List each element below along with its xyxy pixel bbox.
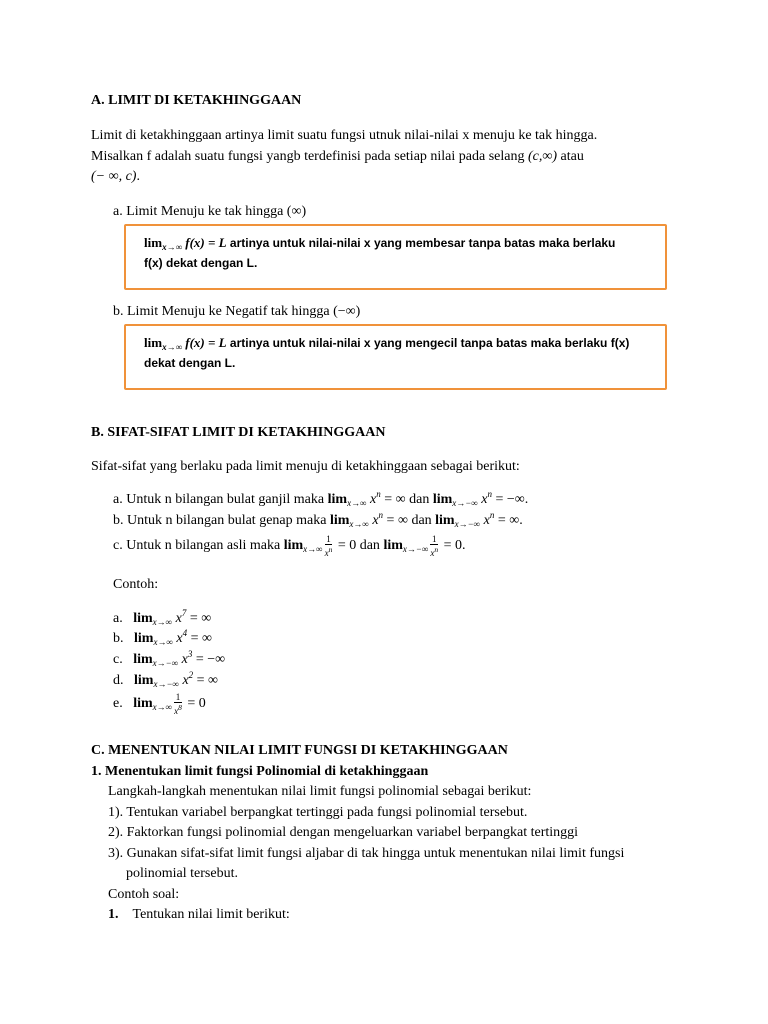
item-b-label: b. Limit Menuju ke Negatif tak hingga (−∞) — [113, 304, 361, 319]
section-b-intro: Sifat-sifat yang berlaku pada limit menuju di ketakhinggaan sebagai berikut: — [91, 459, 520, 474]
example-a: a. $\lim_{x\to\infty} x^7$ = ∞ — [113, 608, 212, 627]
example-d: d. $\lim_{x\to-\infty} x^2$ = ∞ — [113, 670, 219, 689]
section-a-heading: A. LIMIT DI KETAKHINGGAAN — [91, 93, 302, 108]
contoh-label: Contoh: — [113, 577, 159, 592]
section-a-para1: Limit di ketakhinggaan artinya limit suatu fungsi utnuk nilai-nilai x menuju ke tak hingga. — [91, 128, 598, 143]
property-c: c. Untuk n bilangan asli maka $\lim_{x\to\infty}$ $\frac{1}{x^n}$ = 0 dan $\lim_{x\to-\infty}$ $\frac{1}{x^n}$ = 0. — [113, 534, 466, 558]
section-b-heading: B. SIFAT-SIFAT LIMIT DI KETAKHINGGAAN — [91, 425, 386, 440]
example-b: b. $\lim_{x\to\infty} x^4$ = ∞ — [113, 628, 212, 647]
step-3-continued: polinomial tersebut. — [126, 866, 238, 881]
section-a-para3: (− ∞, c). — [91, 169, 140, 184]
box2-line2: dekat dengan L. — [144, 356, 236, 370]
step-1: 1). Tentukan variabel berpangkat tertinggi pada fungsi polinomial tersebut. — [108, 805, 528, 820]
box1-line2: f(x) dekat dengan L. — [144, 256, 258, 270]
property-a: a. Untuk n bilangan bulat ganjil maka $\lim_{x\to\infty} x^n$ = ∞ dan $\lim_{x\to-\infty} x^n$ = −∞. — [113, 489, 529, 508]
definition-box-negative — [124, 324, 667, 390]
item-a-label: a. Limit Menuju ke tak hingga (∞) — [113, 204, 307, 219]
section-c-heading: C. MENENTUKAN NILAI LIMIT FUNGSI DI KETAKHINGGAAN — [91, 743, 508, 758]
property-b: b. Untuk n bilangan bulat genap maka $\lim_{x\to\infty} x^n$ = ∞ dan $\lim_{x\to-\infty} x^n$ = ∞. — [113, 510, 523, 529]
definition-box-positive — [124, 224, 667, 290]
example-c: c. $\lim_{x\to-\infty} x^3$ = −∞ — [113, 649, 226, 668]
subsection-1-heading: 1. Menentukan limit fungsi Polinomial di ketakhinggaan — [91, 764, 429, 779]
box1-line1: $\lim_{x\to\infty} f(x) = L$ artinya untuk nilai-nilai x yang membesar tanpa batas maka berlaku — [144, 235, 616, 252]
steps-intro: Langkah-langkah menentukan nilai limit fungsi polinomial sebagai berikut: — [108, 784, 532, 799]
box2-line1: $\lim_{x\to\infty} f(x) = L$ artinya untuk nilai-nilai x yang mengecil tanpa batas maka berlaku f(x) — [144, 335, 630, 352]
contoh-soal-label: Contoh soal: — [108, 887, 180, 902]
question-1: 1. Tentukan nilai limit berikut: — [108, 907, 290, 922]
section-a-para2: Misalkan f adalah suatu fungsi yangb terdefinisi pada setiap nilai pada selang (c,∞) atau — [91, 149, 584, 164]
step-3: 3). Gunakan sifat-sifat limit fungsi aljabar di tak hingga untuk menentukan nilai limit fungsi — [108, 846, 625, 861]
example-e: e. $\lim_{x\to\infty}$ $\frac{1}{x^8}$ = 0 — [113, 692, 206, 716]
step-2: 2). Faktorkan fungsi polinomial dengan mengeluarkan variabel berpangkat tertinggi — [108, 825, 579, 840]
